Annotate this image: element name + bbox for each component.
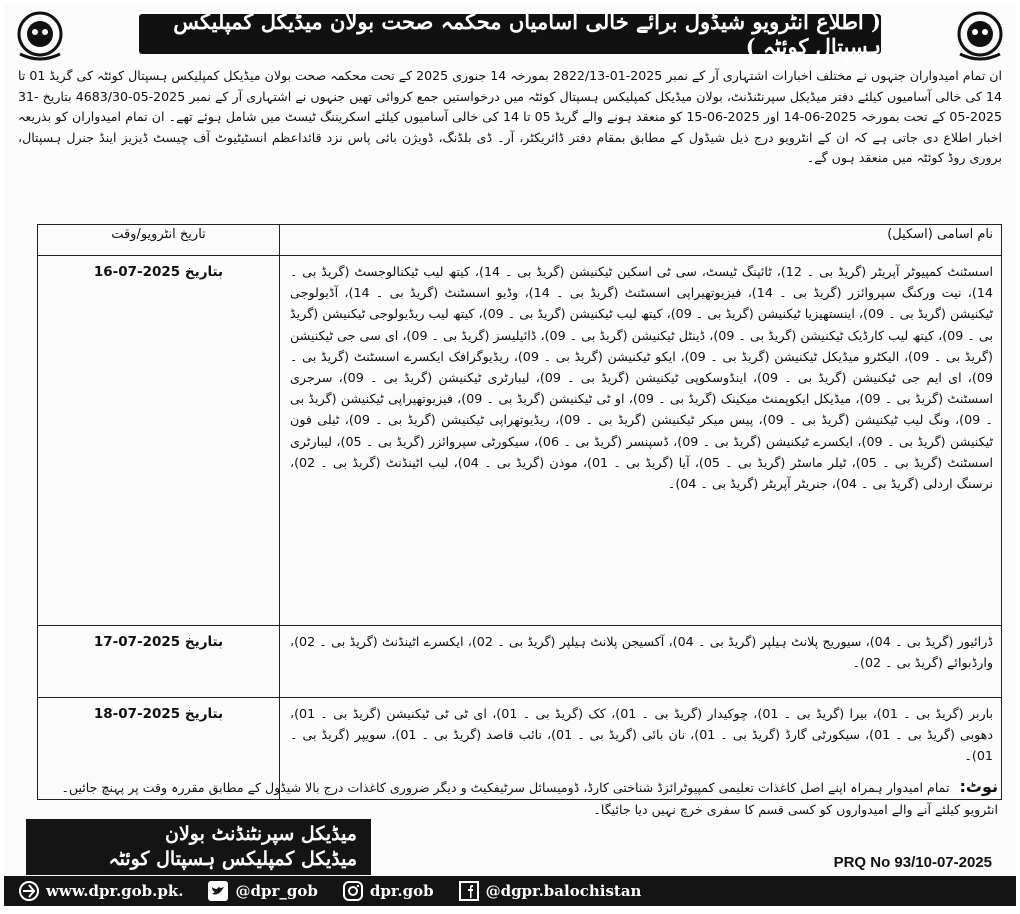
advertisement-page	[4, 4, 1016, 906]
government-emblem-icon	[14, 10, 66, 62]
interview-schedule-table	[37, 224, 1002, 800]
date-label: بتاریخ	[184, 706, 224, 722]
column-header-posts: نام اسامی (اسکیل)	[280, 225, 1002, 256]
signature-block	[26, 819, 371, 875]
column-header-date: تاریخ انٹرویو/وقت	[38, 225, 280, 256]
date-text: 15-06-2025	[686, 109, 760, 124]
intro-text: بتاریخ	[42, 88, 72, 104]
signature-line-1: میڈیکل سپرنٹنڈنٹ بولان	[165, 823, 357, 845]
interview-date-cell	[38, 626, 280, 698]
table-header-row	[38, 225, 1002, 256]
intro-text: بمورخہ 14 جنوری 2025 کے تحت محکمہ صحت بولان میڈیکل کمپلیکس ہسپتال کوئٹہ کی گریڈ 01 تا 14 کی خالی آسامیوں کیلئے دفتر میڈیکل سپرنٹنڈنٹ، بولان میڈیکل کمپلیکس ہسپتال کوئٹہ میں درخواستیں جمع کروائی تھیں جنہوں نے اشتہاری آر کے نمبر	[18, 68, 1002, 104]
posts-cell: ڈرائیور (گریڈ بی ۔ 04)، سیوریج پلانٹ ہیلپر (گریڈ بی ۔ 04)، آکسیجن پلانٹ ہیلپر (گریڈ بی ۔ 02)، ایکسرے اٹینڈنٹ (گریڈ بی ۔ 02)، وارڈبوائے (گریڈ بی ۔ 02)۔	[280, 626, 1002, 698]
facebook-handle: @dgpr.balochistan	[485, 882, 642, 900]
date-label: بتاریخ	[184, 264, 224, 280]
reference-number: 4683/30-05-2025	[75, 88, 186, 104]
footer-bar	[4, 876, 1016, 906]
header	[4, 4, 1016, 64]
government-emblem-icon	[954, 10, 1006, 62]
website-text: www.dpr.gob.pk.	[46, 882, 184, 900]
prq-number: PRQ No 93/10-07-2025	[833, 854, 992, 871]
posts-cell: اسسٹنٹ کمپیوٹر آپریٹر (گریڈ بی ۔ 12)، ٹائپنگ ٹیسٹ، سی ٹی اسکین ٹیکنیشن (گریڈ بی ۔ 14)، کیتھ لیب ٹیکنالوجسٹ (گریڈ بی ۔ 14)، نیت ورکنگ سپروائزر (گریڈ بی ۔ 14)، فیزیوتھیراپی اسسٹنٹ (گریڈ بی ۔ 14)، وڈیو اسسٹنٹ (گریڈ بی ۔ 14)، آڈیولوجی ٹیکنیشن (گریڈ بی ۔ 09)، اینستھیزیا ٹیکنیشن (گریڈ بی ۔ 09)، کیتھ لیب ٹیکنیشن (گریڈ بی ۔ 09)، کیتھ لیب ریڈیولوجی ٹیکنیشن (گریڈ بی ۔ 09)، کیتھ لیب کارڈیک ٹیکنیشن (گریڈ بی ۔ 09)، ڈینٹل ٹیکنیشن (گریڈ بی ۔ 09)، ڈائیلیسز (گریڈ بی ۔ 09)، ای سی جی ٹیکنیشن (گریڈ بی ۔ 09)، الیکٹرو میڈیکل ٹیکنیشن (گریڈ بی ۔ 09)، ایکو ٹیکنیشن (گریڈ بی ۔ 09)، ریڈیوگرافک ایکسرے اسسٹنٹ (گریڈ بی ۔ 09)، ای ایم جی ٹیکنیشن (گریڈ بی ۔ 09)، اینڈوسکوپی ٹیکنیشن (گریڈ بی ۔ 09)، لیبارٹری ٹیکنیشن (گریڈ بی ۔ 09)، سرجری اسسٹنٹ (گریڈ بی ۔ 09)، میڈیکل ایکوپمنٹ میکینک (گریڈ بی ۔ 09)، او ٹی ٹیکنیشن (گریڈ بی ۔ 09)، فیزیوتھیراپی ٹیکنیشن (گریڈ بی ۔ 09)، ونگ لیب ٹیکنیشن (گریڈ بی ۔ 09)، پیس میکر ٹیکنیشن (گریڈ بی ۔ 09)، ریڈیوتھراپی ٹیکنیشن (گریڈ بی ۔ 09)، ٹیلی فون ٹیکنیشن (گریڈ بی ۔ 09)، ایکسرے ٹیکنیشن (گریڈ بی ۔ 09)، ڈسپنسر (گریڈ بی ۔ 06)، سیکورٹی سپروائزر (گریڈ بی ۔ 05)، لیبارٹری اسسٹنٹ (گریڈ بی ۔ 05)، ٹیلر ماسٹر (گریڈ بی ۔ 05)، آیا (گریڈ بی ۔ 01)، موذن (گریڈ بی ۔ 04)، لیب اٹینڈنٹ (گریڈ بی ۔ 02)، نرسنگ اردلی (گریڈ بی ۔ 04)، جنریٹر آپریٹر (گریڈ بی ۔ 04)۔	[280, 256, 1002, 626]
instagram-link[interactable]	[342, 880, 434, 902]
interview-date: 18-07-2025	[93, 706, 181, 722]
notice-title: ( اطلاع انٹرویو شیڈول برائے خالی آسامیاں محکمہ صحت بولان میڈیکل کمپلیکس ہسپتال کوئٹہ )	[139, 14, 881, 54]
twitter-handle: @dpr_gob	[235, 882, 318, 900]
table-row	[38, 256, 1002, 626]
website-link[interactable]	[18, 880, 183, 902]
intro-text: کے تحت بمورخہ	[860, 109, 946, 124]
interview-date: 16-07-2025	[93, 264, 181, 280]
date-text: 14-06-2025	[783, 109, 857, 124]
web-icon	[18, 880, 40, 902]
note-text: تمام امیدوار ہمراہ اپنے اصل کاغذات تعلیمی کمپیوٹرائزڈ شناختی کارڈ، ڈومیسائل سرٹیفکیٹ و دیگر ضروری کاغذات درج بالا شیڈول کے مطابق مقررہ وقت پر پہنچ جائیں۔ انٹرویو کیلئے آنے والے امیدواروں کو کسی قسم کا سفری خرچ نہیں دیا جائیگا۔	[61, 780, 998, 817]
facebook-icon	[458, 880, 480, 902]
interview-date-cell	[38, 256, 280, 626]
facebook-link[interactable]	[458, 880, 642, 902]
note-label: نوٹ:	[959, 777, 998, 796]
intro-text: اور	[763, 109, 780, 124]
reference-number: 2822/13-01-2025	[552, 68, 663, 83]
intro-text: ان تمام امیدواران جنہوں نے مختلف اخبارات اشتہاری آر کے نمبر	[666, 68, 1002, 83]
instagram-handle: dpr.gob	[369, 882, 434, 900]
twitter-link[interactable]	[207, 880, 317, 902]
date-label: بتاریخ	[184, 634, 224, 650]
table-row	[38, 626, 1002, 698]
posts-cell: باربر (گریڈ بی ۔ 01)، بیرا (گریڈ بی ۔ 01)، چوکیدار (گریڈ بی ۔ 01)، کک (گریڈ بی ۔ 01)، ای ٹی ٹی ٹیکنیشن (گریڈ بی ۔ 01)، دھوبی (گریڈ بی ۔ 01)، سیکورٹی گارڈ (گریڈ بی ۔ 01)، نان بائی (گریڈ بی ۔ 01)، نائب قاصد (گریڈ بی ۔ 01)، سویپر (گریڈ بی ۔ 01)۔	[280, 698, 1002, 800]
twitter-icon	[207, 880, 229, 902]
intro-paragraph	[18, 66, 1002, 218]
date-text: 31-05-2025	[18, 88, 1002, 124]
interview-date: 17-07-2025	[93, 634, 181, 650]
instagram-icon	[342, 880, 364, 902]
intro-text: کو منعقد ہونے والے گریڈ 05 تا 14 کی خالی آسامیوں کیلئے اسکریننگ ٹیسٹ میں شامل ہوئے تھے۔ ان تمام امیدواران کو بذریعہ اخبار اطلاع دی جاتی ہے کہ ان کے انٹرویو درج ذیل شیڈول کے مطابق بمقام دفتر ڈائریکٹر، آر۔ ڈی بلڈنگ، ڈویژن بائی پاس نزد قائداعظم انسٹیٹیوٹ آف چیسٹ ڈیزیز اینڈ جنرل ہسپتال، بروری روڈ کوئٹہ میں منعقد ہوں گے۔	[18, 109, 1002, 165]
signature-line-2: میڈیکل کمپلیکس ہسپتال کوئٹہ	[108, 848, 357, 870]
